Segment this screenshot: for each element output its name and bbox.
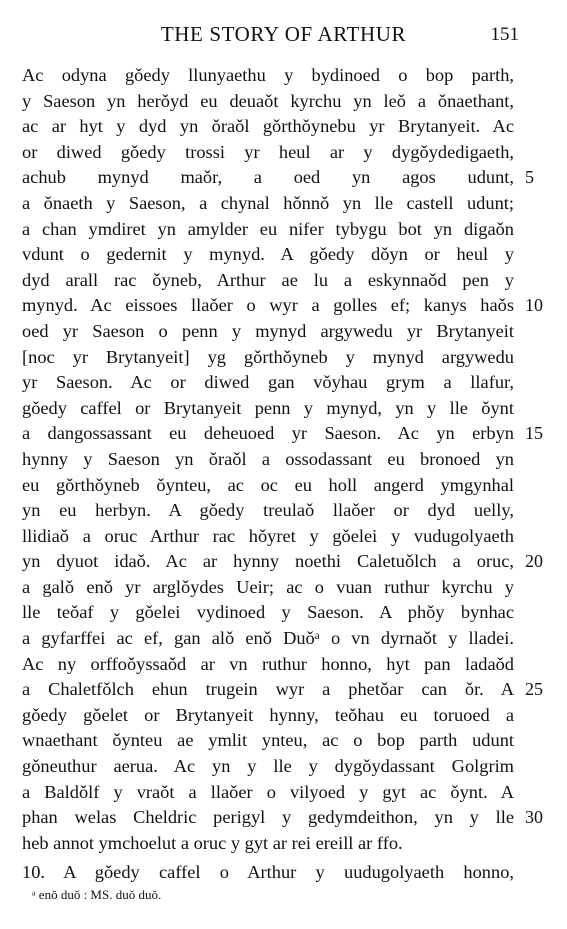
line-number: 15 bbox=[525, 423, 543, 444]
page-number: 151 bbox=[490, 24, 519, 45]
text-line bbox=[22, 63, 514, 89]
text-line-content: a Chaletfǒlch ehun trugein wyr a phetǒar can ǒr. A bbox=[22, 679, 514, 700]
text-line bbox=[22, 703, 514, 729]
text-line bbox=[22, 319, 514, 345]
text-line bbox=[22, 293, 543, 319]
text-line bbox=[22, 575, 514, 601]
text-line-content: achub mynyd maǒr, a oed yn agos udunt, bbox=[22, 167, 514, 188]
text-line bbox=[22, 524, 514, 550]
line-number: 10 bbox=[525, 295, 543, 316]
text-line-content: gǒneuthur aerua. Ac yn y lle y dygǒydassant Golgrim bbox=[22, 756, 514, 777]
text-line-content: or diwed gǒedy trossi yr heul ar y dygǒydedigaeth, bbox=[22, 141, 514, 162]
text-line-content: wnaethant ǒynteu ae ymlit ynteu, ac o bop parth udunt bbox=[22, 730, 514, 751]
text-line-content: yr Saeson. Ac or diwed gan vǒyhau grym a llafur, bbox=[22, 372, 514, 393]
line-number: 5 bbox=[525, 167, 534, 188]
text-line bbox=[22, 165, 534, 191]
text-line-content: eu gǒrthǒyneb ǒynteu, ac oc eu holl angerd ymgynhal bbox=[22, 474, 514, 495]
text-line bbox=[22, 370, 514, 396]
text-line bbox=[22, 473, 514, 499]
text-line-content: ac ar hyt y dyd yn ǒraǒl gǒrthǒynebu yr Brytanyeit. Ac bbox=[22, 116, 514, 137]
text-line bbox=[22, 345, 514, 371]
text-line-content: vdunt o gedernit y mynyd. A gǒedy dǒyn or heul y bbox=[22, 244, 514, 265]
text-line-content: a chan ymdiret yn amylder eu nifer tybygu bot yn digaǒn bbox=[22, 218, 514, 239]
text-line-content: gǒedy caffel or Brytanyeit penn y mynyd, yn y lle ǒynt bbox=[22, 397, 514, 418]
text-line bbox=[22, 114, 514, 140]
text-line-content: a galǒ enǒ yr arglǒydes Ueir; ac o vuan ruthur kyrchu y bbox=[22, 576, 514, 597]
text-line bbox=[22, 498, 514, 524]
line-number: 25 bbox=[525, 679, 543, 700]
text-line-content: y Saeson yn herǒyd eu deuaǒt kyrchu yn leǒ a ǒnaethant, bbox=[22, 90, 514, 111]
line-number: 30 bbox=[525, 807, 543, 828]
page-header bbox=[0, 22, 567, 50]
text-line-content: dyd arall rac ǒyneb, Arthur ae lu a eskynnaǒd pen y bbox=[22, 269, 514, 290]
text-line-content: Ac odyna gǒedy llunyaethu y bydinoed o bop parth, bbox=[22, 65, 514, 85]
text-line-content: lle teǒaf y gǒelei vydinoed y Saeson. A phǒy bynhac bbox=[22, 602, 514, 623]
text-line bbox=[22, 447, 514, 473]
text-line-content: heb annot ymchoelut a oruc y gyt ar rei ereill ar ffo. bbox=[22, 832, 403, 853]
text-line bbox=[22, 549, 543, 575]
text-line-content: Ac ny orffoǒyssaǒd ar vn ruthur honno, hyt pan ladaǒd bbox=[22, 653, 514, 674]
text-line bbox=[22, 140, 514, 166]
text-line bbox=[22, 728, 514, 754]
section-10-start: 10. A gǒedy caffel o Arthur y uudugolyaeth honno, bbox=[22, 862, 514, 883]
text-line-content: a gyfarffei ac ef, gan alǒ enǒ Duǒᵃ o vn dyrnaǒt y lladei. bbox=[22, 628, 514, 649]
text-line-content: [noc yr Brytanyeit] yg gǒrthǒyneb y mynyd argywedu bbox=[22, 346, 514, 367]
text-line bbox=[22, 652, 514, 678]
text-line-content: mynyd. Ac eissoes llaǒer o wyr a golles ef; kanys haǒs bbox=[22, 295, 514, 316]
text-line-content: yn eu herbyn. A gǒedy treulaǒ llaǒer or dyd uelly, bbox=[22, 500, 514, 521]
text-line bbox=[22, 626, 514, 652]
text-line bbox=[22, 780, 514, 806]
text-line-content: a Baldǒlf y vraǒt a llaǒer o vilyoed y gyt ac ǒynt. A bbox=[22, 781, 514, 802]
line-number: 20 bbox=[525, 551, 543, 572]
text-line bbox=[22, 191, 514, 217]
text-line-content: hynny y Saeson yn ǒraǒl a ossodassant eu bronoed yn bbox=[22, 448, 514, 469]
text-line-content: yn dyuot idaǒ. Ac ar hynny noethi Caletuǒlch a oruc, bbox=[22, 551, 514, 572]
text-line-content: a ǒnaeth y Saeson, a chynal hǒnnǒ yn lle castell udunt; bbox=[22, 192, 514, 213]
text-line-content: phan welas Cheldric perigyl y gedymdeithon, yn y lle bbox=[22, 807, 514, 828]
body-text bbox=[22, 63, 543, 886]
text-line bbox=[22, 754, 514, 780]
footnote: ᵃ enǒ duǒ : MS. duǒ duǒ. bbox=[32, 887, 162, 902]
text-line bbox=[22, 805, 543, 831]
text-line bbox=[22, 421, 543, 447]
text-line-content: gǒedy gǒelet or Brytanyeit hynny, teǒhau eu toruoed a bbox=[22, 704, 514, 725]
running-title: THE STORY OF ARTHUR bbox=[160, 22, 407, 46]
text-line-content: a dangossassant eu deheuoed yr Saeson. Ac yn erbyn bbox=[22, 423, 514, 444]
text-line bbox=[22, 831, 514, 857]
text-line bbox=[22, 600, 514, 626]
text-line bbox=[22, 677, 543, 703]
text-line bbox=[22, 242, 514, 268]
text-line bbox=[22, 268, 514, 294]
text-line bbox=[22, 396, 514, 422]
text-line-content: oed yr Saeson o penn y mynyd argywedu yr Brytanyeit bbox=[22, 320, 514, 341]
text-line bbox=[22, 217, 514, 243]
text-line bbox=[22, 89, 514, 115]
text-line-content: llidiaǒ a oruc Arthur rac hǒyret y gǒelei y vudugolyaeth bbox=[22, 525, 514, 546]
